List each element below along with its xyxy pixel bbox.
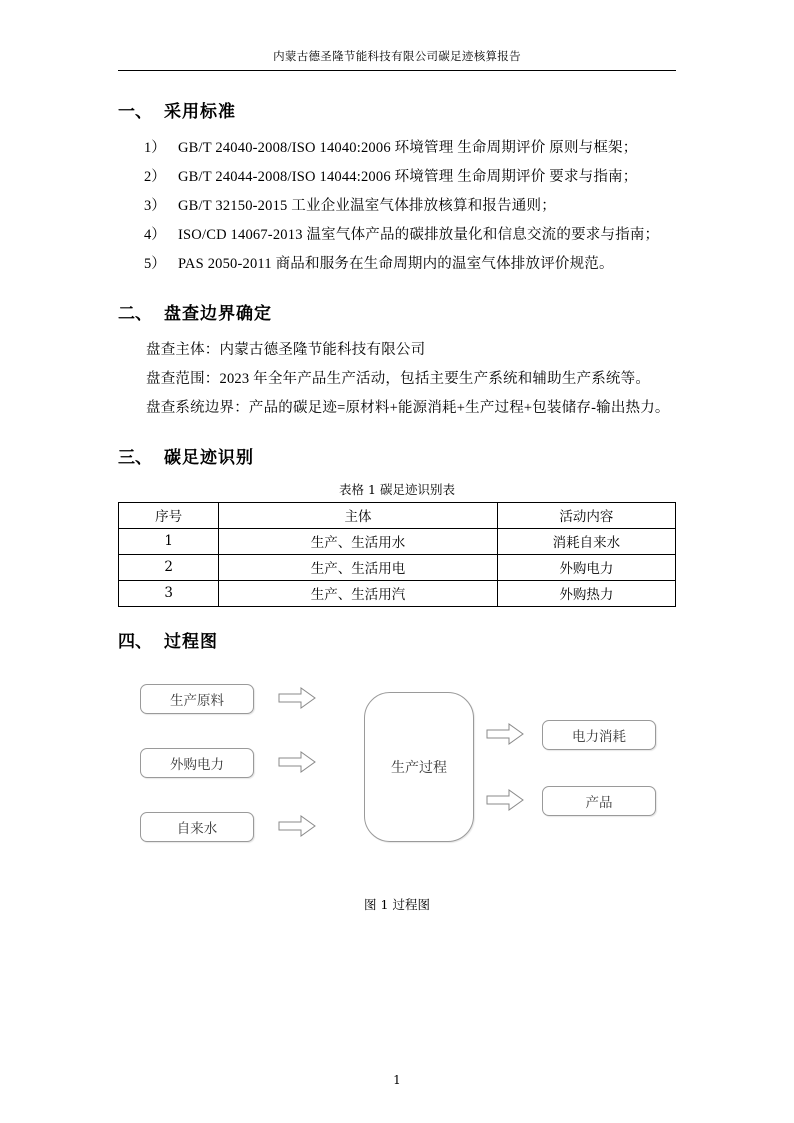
section-number: 一、 <box>118 102 152 122</box>
diagram-box-raw-material: 生产原料 <box>140 684 254 714</box>
standards-list <box>118 134 676 279</box>
table-header-row <box>119 503 676 529</box>
list-item-text: ISO/CD 14067-2013 温室气体产品的碳排放量化和信息交流的要求与指南； <box>178 227 660 243</box>
list-item-marker: 5） <box>144 256 166 272</box>
table-cell: 生产、生活用水 <box>219 529 498 555</box>
list-item-text: PAS 2050-2011 商品和服务在生命周期内的温室气体排放评价规范。 <box>178 256 614 272</box>
diagram-box-electricity-consumption: 电力消耗 <box>542 720 656 750</box>
table-cell: 3 <box>119 581 219 607</box>
arrow-right-icon <box>278 751 316 773</box>
section-title: 盘查边界确定 <box>164 304 272 324</box>
list-item <box>144 250 676 279</box>
table-row <box>119 555 676 581</box>
list-item <box>144 163 676 192</box>
section-heading-process <box>118 627 676 652</box>
table-cell: 外购电力 <box>497 555 675 581</box>
process-diagram <box>118 670 676 885</box>
table-row <box>119 581 676 607</box>
list-item-text: GB/T 24044-2008/ISO 14044:2006 环境管理 生命周期评价 要求与指南； <box>178 169 638 185</box>
table-cell: 生产、生活用电 <box>219 555 498 581</box>
footprint-table <box>118 502 676 607</box>
section-heading-boundary <box>118 299 676 324</box>
list-item-marker: 4） <box>144 227 166 243</box>
table-cell: 2 <box>119 555 219 581</box>
list-item-marker: 1） <box>144 140 166 156</box>
diagram-box-tap-water: 自来水 <box>140 812 254 842</box>
section-heading-identification <box>118 443 676 468</box>
section-number: 四、 <box>118 632 152 652</box>
diagram-box-product: 产品 <box>542 786 656 816</box>
table-caption: 表格 1 碳足迹识别表 <box>339 482 455 497</box>
boundary-scope: 盘查范围：2023 年全年产品生产活动，包括主要生产系统和辅助生产系统等。 <box>146 371 651 387</box>
arrow-right-icon <box>486 723 524 745</box>
section-title: 采用标准 <box>164 102 236 122</box>
diagram-box-purchased-electricity: 外购电力 <box>140 748 254 778</box>
column-header: 序号 <box>119 503 219 529</box>
list-item-marker: 3） <box>144 198 166 214</box>
section-title: 过程图 <box>164 632 218 652</box>
running-header: 内蒙古德圣隆节能科技有限公司碳足迹核算报告 <box>118 48 676 71</box>
diagram-box-production-process: 生产过程 <box>364 692 474 842</box>
section-number: 二、 <box>118 304 152 324</box>
arrow-right-icon <box>486 789 524 811</box>
table-cell: 1 <box>119 529 219 555</box>
boundary-subject: 盘查主体：内蒙古德圣隆节能科技有限公司 <box>146 342 426 358</box>
list-item-marker: 2） <box>144 169 166 185</box>
column-header: 主体 <box>219 503 498 529</box>
section-number: 三、 <box>118 448 152 468</box>
arrow-right-icon <box>278 687 316 709</box>
table-row <box>119 529 676 555</box>
page-number: 1 <box>393 1073 401 1087</box>
arrow-right-icon <box>278 815 316 837</box>
list-item <box>144 192 676 221</box>
boundary-system: 盘查系统边界：产品的碳足迹=原材料+能源消耗+生产过程+包装储存-输出热力。 <box>146 400 670 416</box>
list-item <box>144 221 676 250</box>
column-header: 活动内容 <box>497 503 675 529</box>
table-cell: 生产、生活用汽 <box>219 581 498 607</box>
table-cell: 消耗自来水 <box>497 529 675 555</box>
list-item <box>144 134 676 163</box>
list-item-text: GB/T 32150-2015 工业企业温室气体排放核算和报告通则； <box>178 198 556 214</box>
section-heading-standards <box>118 97 676 122</box>
list-item-text: GB/T 24040-2008/ISO 14040:2006 环境管理 生命周期评价 原则与框架； <box>178 140 638 156</box>
section-title: 碳足迹识别 <box>164 448 254 468</box>
figure-caption: 图 1 过程图 <box>364 897 430 912</box>
table-cell: 外购热力 <box>497 581 675 607</box>
